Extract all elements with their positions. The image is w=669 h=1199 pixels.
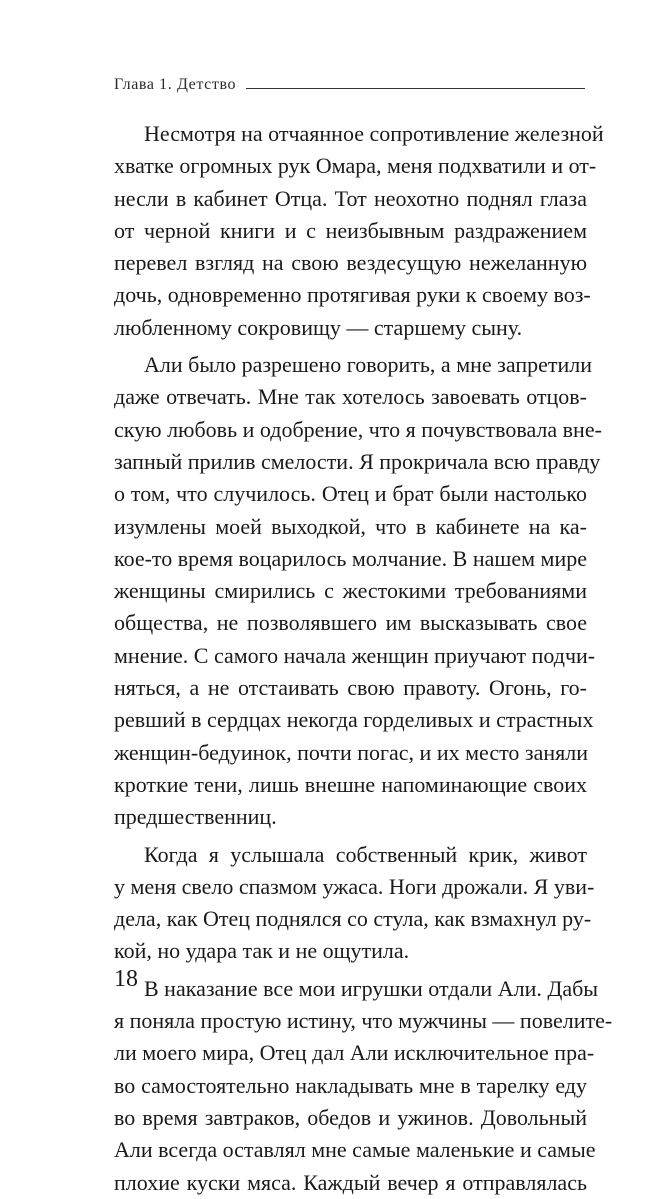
text-line: несли в кабинет Отца. Тот неохотно поднял глаза [114,185,587,211]
page-number: 18 [114,966,138,992]
text-line: няться, а не отстаивать свою правоту. Огонь, го- [114,675,587,701]
text-line: скую любовь и одобрение, что я почувствовала вне- [114,416,602,442]
running-header [114,76,585,94]
text-line: предшественниц. [114,804,277,830]
text-line: кое-то время воцарилось молчание. В нашем мире [114,545,587,571]
text-line: кроткие тени, лишь внешне напоминающие своих [114,771,587,797]
text-line: ли моего мира, Отец дал Али исключительное пра- [114,1040,595,1066]
text-line: хватке огромных рук Омара, меня подхватили и от- [114,153,597,179]
text-line: общества, не позволявшего им высказывать свое [114,610,587,636]
body-text [114,118,613,1199]
text-line: кой, но удара так и не ощутила. [114,938,410,964]
text-line: Али всегда оставлял мне самые маленькие и самые [114,1137,596,1163]
text-line: запный прилив смелости. Я прокричала всю правду [114,448,601,474]
text-line: Али было разрешено говорить, а мне запретили [144,352,592,378]
text-line: изумлены моей выходкой, что в кабинете на ка- [114,513,587,539]
text-line: В наказание все мои игрушки отдали Али. Дабы [144,975,599,1001]
chapter-title: Глава 1. Детство [114,76,237,93]
text-line: от черной книги и с неизбывным раздражением [114,217,587,243]
text-line: Несмотря на отчаянное сопротивление железной [144,121,604,146]
paragraph [114,349,602,833]
text-line: любленному сокровищу — старшему сыну. [114,314,523,340]
text-line: у меня свело спазмом ужаса. Ноги дрожали. Я уви- [114,873,595,899]
text-line: Когда я услышала собственный крик, живот [144,841,587,867]
paragraph [114,839,595,968]
text-line: во время завтраков, обедов и ужинов. Довольный [114,1104,587,1130]
paragraph [114,973,613,1199]
paragraph [114,118,604,344]
text-line: дочь, одновременно протягивая руки к своему воз- [114,282,591,308]
text-line: женщины смирились с жестокими требованиями [114,578,587,604]
text-line: о том, что случилось. Отец и брат были настолько [114,481,587,507]
text-line: плохие куски мяса. Каждый вечер я отправлялась [114,1169,587,1195]
text-line: дела, как Отец поднялся со стула, как взмахнул ру- [114,906,592,932]
text-line: я поняла простую истину, что мужчины — повелите- [114,1008,613,1034]
text-line: женщин-бедуинок, почти погас, и их место заняли [114,739,589,765]
text-line: перевел взгляд на свою вездесущую нежеланную [114,250,587,276]
text-line: во самостоятельно накладывать мне в тарелку еду [114,1072,587,1098]
text-line: даже отвечать. Мне так хотелось завоевать отцов- [114,384,587,410]
header-rule [246,88,585,89]
text-line: ревший в сердцах некогда горделивых и страстных [114,707,594,733]
text-line: мнение. С самого начала женщин приучают подчи- [114,642,596,668]
